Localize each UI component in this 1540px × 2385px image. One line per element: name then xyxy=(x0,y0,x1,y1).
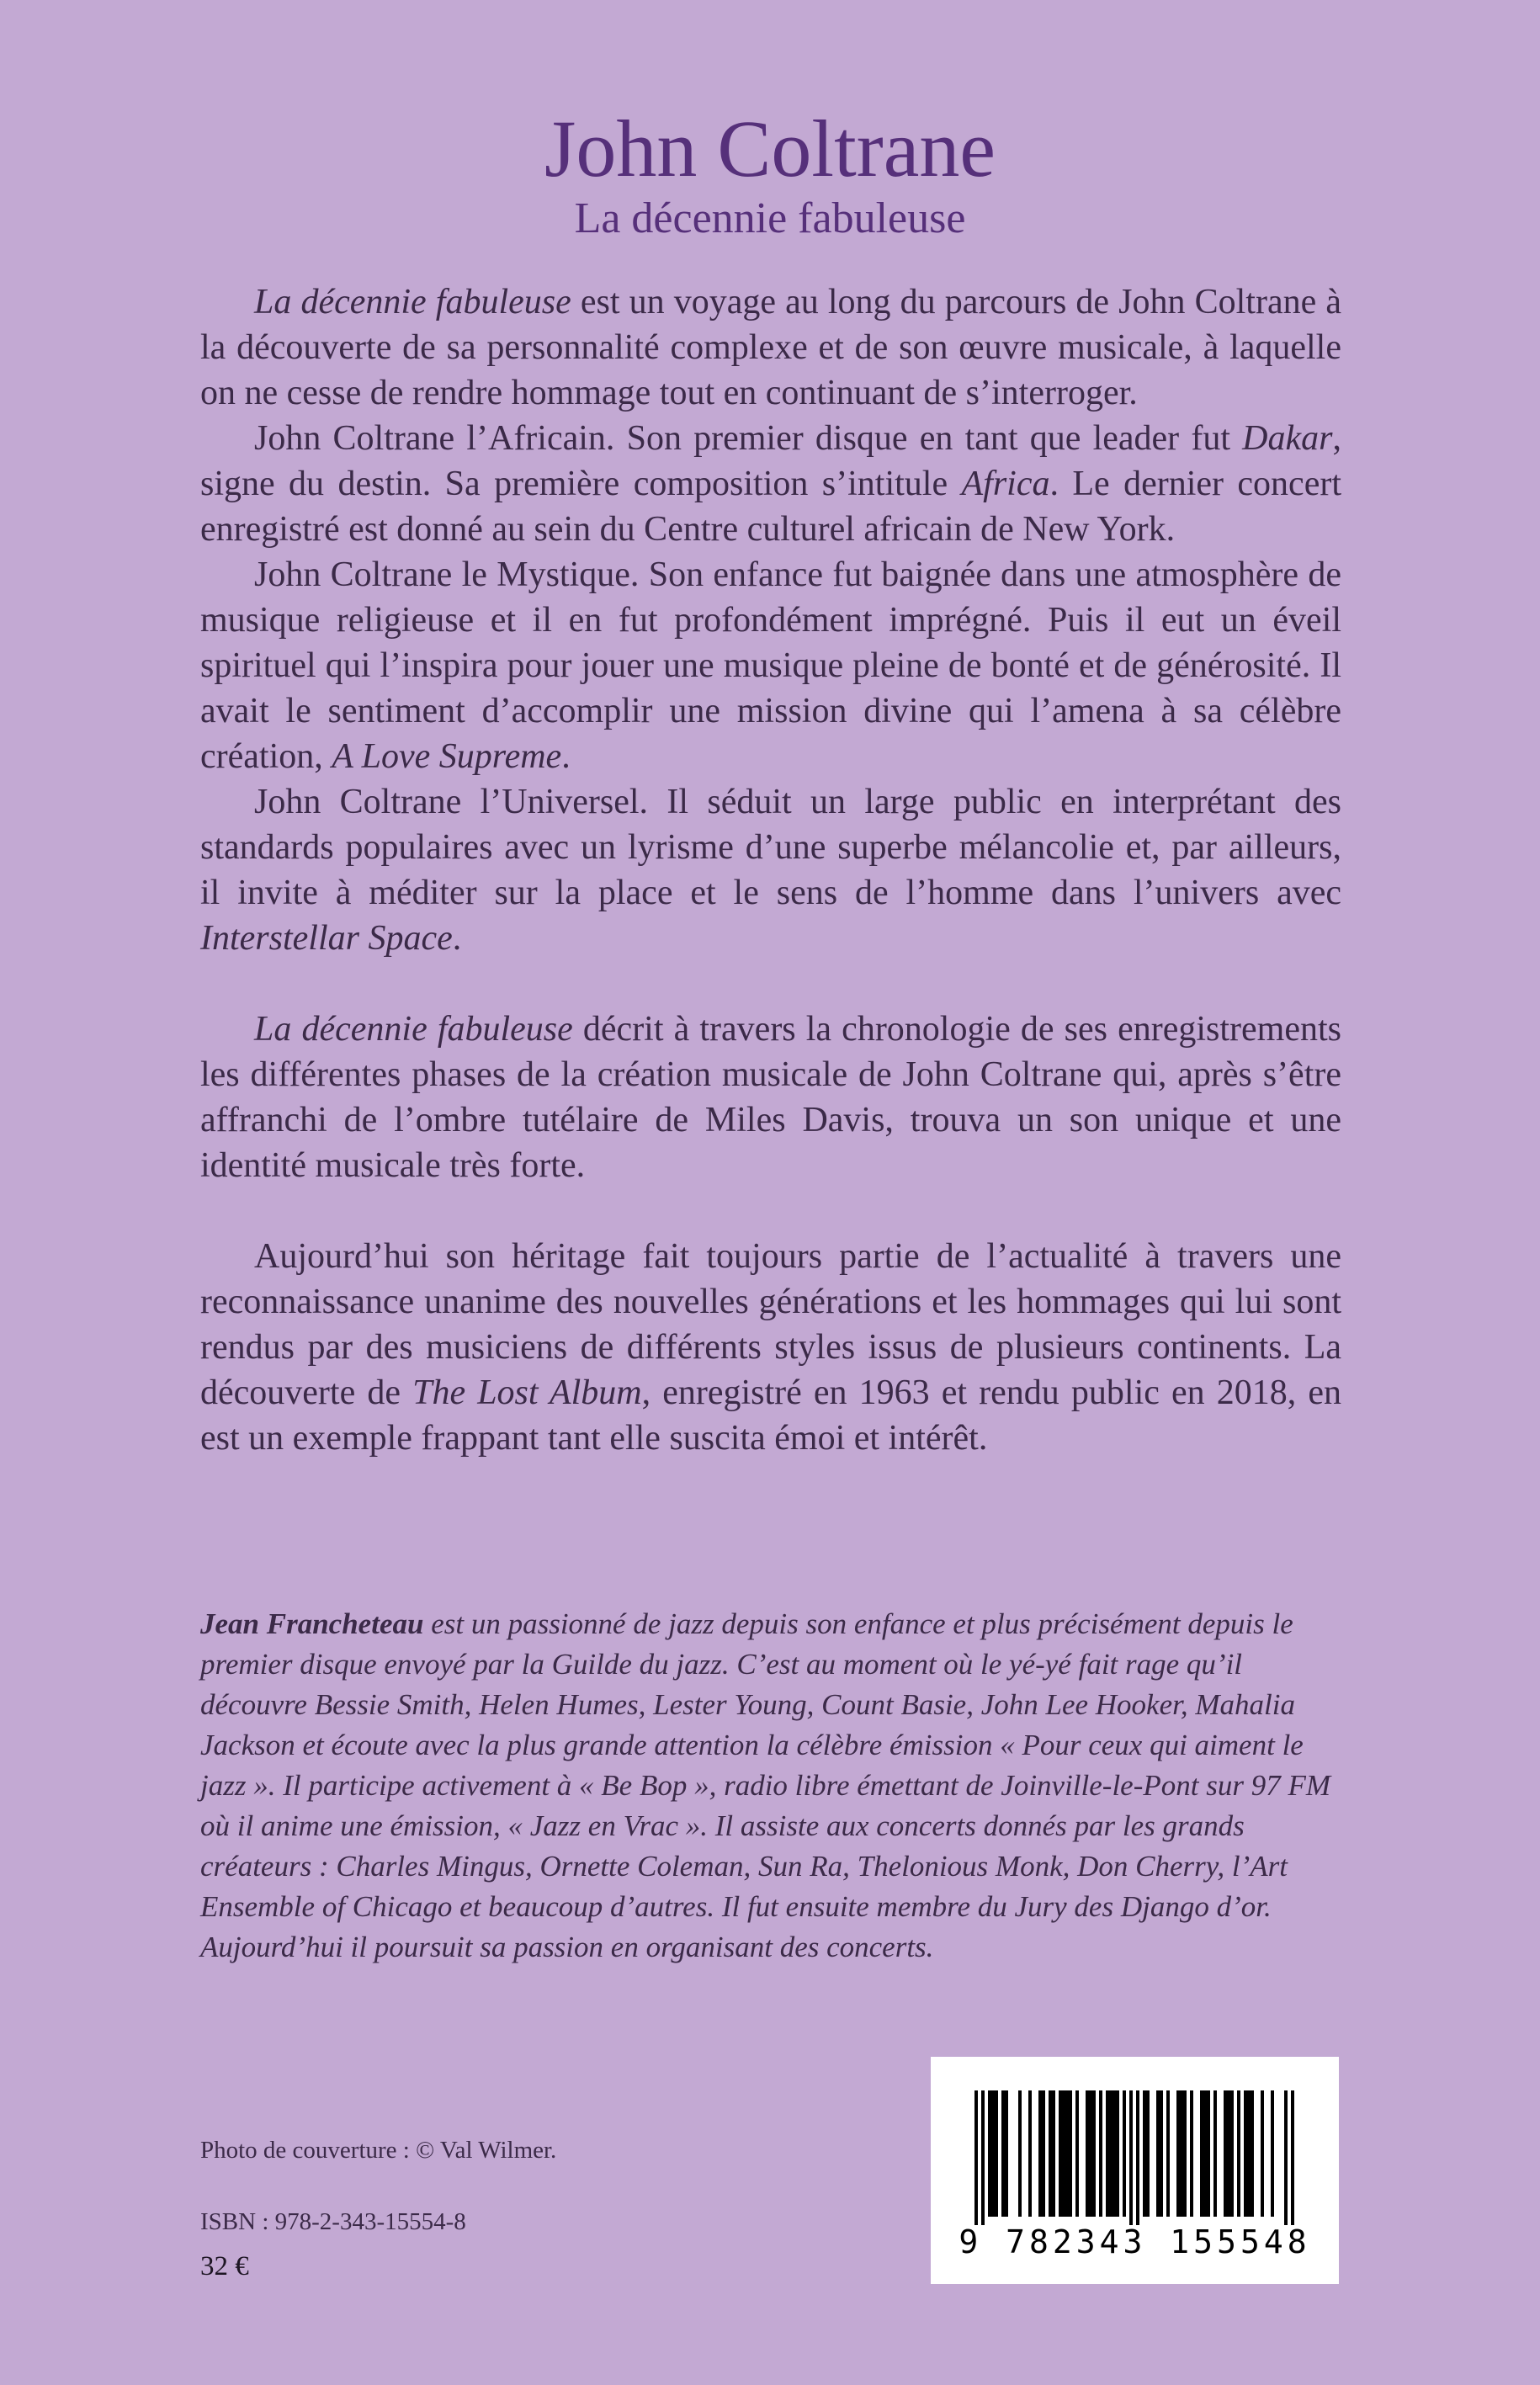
barcode-digits: 9 782343 155548 xyxy=(959,2223,1311,2260)
description-p2-italic-2: Africa xyxy=(961,465,1050,503)
description-paragraph-2 xyxy=(200,416,1341,552)
price: 32 € xyxy=(200,2251,249,2281)
photo-credit: Photo de couverture : © Val Wilmer. xyxy=(200,2137,557,2164)
barcode-bar xyxy=(1237,2090,1240,2217)
barcode-bar xyxy=(1166,2090,1170,2217)
book-subtitle: La décennie fabuleuse xyxy=(574,194,966,242)
barcode-bar xyxy=(1042,2090,1045,2217)
barcode-bar xyxy=(1261,2090,1264,2217)
barcode-bar xyxy=(974,2090,978,2225)
description-p4-italic-1: Interstellar Space xyxy=(200,919,453,958)
barcode-bar xyxy=(1086,2090,1089,2217)
description-p4-text-2: . xyxy=(452,919,462,958)
barcode-bar xyxy=(1059,2090,1062,2217)
description-p2-italic-1: Dakar xyxy=(1242,419,1333,458)
description-p2-text-3: . Le dernier concert enregistré est donné au sein du Centre culturel africain de New York. xyxy=(200,465,1341,549)
description-p4-text-1: John Coltrane l’Universel. Il séduit un large public en interprétant des standards populaires avec un lyrisme d’une superbe mélancolie et, par ailleurs, il invite à méditer sur la place et le sens de l’homme dans l’univers avec xyxy=(200,783,1341,912)
barcode-bar xyxy=(1018,2090,1022,2217)
description-p3-text-1: John Coltrane le Mystique. Son enfance fut baignée dans une atmosphère de musique religieuse et il en fut profondément imprégné. Puis il eut un éveil spirituel qui l’inspira pour jouer une musique pleine de bonté et de générosité. Il avait le sentiment d’accomplir une mission divine qui l’amena à sa célèbre création, xyxy=(200,555,1341,776)
barcode-bar xyxy=(1284,2090,1288,2225)
barcode-bar xyxy=(1052,2090,1055,2217)
barcode-bar xyxy=(991,2090,995,2217)
description-p2-text-1: John Coltrane l’Africain. Son premier disque en tant que leader fut xyxy=(254,419,1243,458)
barcode-bar xyxy=(1005,2090,1008,2217)
barcode-bar xyxy=(1129,2090,1133,2225)
barcode-bar xyxy=(1001,2090,1005,2217)
barcode-bar xyxy=(981,2090,985,2225)
barcode-bar xyxy=(995,2090,998,2217)
description-p5-italic: La décennie fabuleuse xyxy=(254,1010,573,1049)
barcode-bar xyxy=(1113,2090,1116,2217)
description-p2-text-2: , signe du destin. Sa première composition s’intitule xyxy=(200,419,1341,503)
barcode-bar xyxy=(1109,2090,1113,2217)
book-description xyxy=(200,279,1341,1461)
barcode-bar xyxy=(1203,2090,1207,2217)
barcode-bar xyxy=(1247,2090,1251,2217)
description-p1-text: est un voyage au long du parcours de John Coltrane à la découverte de sa personnalité complexe et de son œuvre musicale, à laquelle on ne cesse de rendre hommage tout en continuant de s’interroger. xyxy=(200,283,1341,412)
book-title: John Coltrane xyxy=(544,104,996,194)
barcode-bar xyxy=(1038,2090,1042,2217)
description-paragraph-6 xyxy=(200,1234,1341,1461)
barcode-bar xyxy=(1156,2090,1160,2217)
description-p3-text-2: . xyxy=(561,737,571,776)
barcode-bar xyxy=(1176,2090,1180,2217)
barcode-bar xyxy=(1190,2090,1193,2217)
barcode-bar xyxy=(1230,2090,1234,2217)
barcode-bar xyxy=(1089,2090,1092,2217)
barcode-bar xyxy=(1207,2090,1210,2217)
author-bio xyxy=(200,1604,1341,1968)
description-p6-text-1: Aujourd’hui son héritage fait toujours partie de l’actualité à travers une reconnaissance unanime des nouvelles générations et les hommages qui lui sont rendus par des musiciens de différents styles issus de plusieurs continents. La découverte de xyxy=(200,1237,1341,1412)
description-p6-italic-1: The Lost Album xyxy=(412,1373,642,1412)
author-name: Jean Francheteau xyxy=(200,1607,424,1640)
barcode-bar xyxy=(1213,2090,1217,2217)
barcode-bar xyxy=(1146,2090,1150,2217)
barcode-bars xyxy=(931,2057,1339,2225)
author-bio-text: est un passionné de jazz depuis son enfance et plus précisément depuis le premier disque envoyé par la Guilde du jazz. C’est au moment où le yé-yé fait rage qu’il découvre Bessie Smith, Helen Humes, Lester Young, Count Basie, John Lee Hooker, Mahalia Jackson et écoute avec la plus grande attention la célèbre émission « Pour ceux qui aiment le jazz ». Il participe activement à « Be Bop », radio libre émettant de Joinville-le-Pont sur 97 FM où il anime une émission, « Jazz en Vrac ». Il assiste aux concerts donnés par les grands créateurs : Charles Mingus, Ornette Coleman, Sun Ra, Thelonious Monk, Don Cherry, l’Art Ensemble of Chicago et beaucoup d’autres. Il fut ensuite membre du Jury des Django d’or. Aujourd’hui il poursuit sa passion en organisant des concerts. xyxy=(200,1607,1330,1963)
description-p3-italic-1: A Love Supreme xyxy=(332,737,562,776)
barcode-bar xyxy=(1049,2090,1052,2217)
barcode-bar xyxy=(1251,2090,1254,2217)
barcode-bar xyxy=(1244,2090,1247,2217)
barcode-bar xyxy=(1224,2090,1227,2217)
barcode xyxy=(931,2057,1339,2284)
description-paragraph-5 xyxy=(200,1007,1341,1188)
barcode-bar xyxy=(1200,2090,1203,2217)
barcode-bar xyxy=(1183,2090,1187,2217)
barcode-bar xyxy=(1227,2090,1230,2217)
barcode-bar xyxy=(1291,2090,1294,2225)
description-p5-text: décrit à travers la chronologie de ses enregistrements les différentes phases de la création musicale de John Coltrane qui, après s’être affranchi de l’ombre tutélaire de Miles Davis, trouva un son unique et une identité musicale très forte. xyxy=(200,1010,1341,1185)
isbn: ISBN : 978-2-343-15554-8 xyxy=(200,2208,466,2235)
barcode-bar xyxy=(1271,2090,1274,2217)
description-paragraph-4 xyxy=(200,779,1341,961)
barcode-bar xyxy=(1106,2090,1109,2217)
barcode-bar xyxy=(1160,2090,1163,2217)
description-paragraph-1 xyxy=(200,279,1341,416)
barcode-bar xyxy=(1180,2090,1183,2217)
description-p6-text-2: , enregistré en 1963 et rendu public en 2018, en est un exemple frappant tant elle suscita émoi et intérêt. xyxy=(200,1373,1341,1458)
barcode-bar xyxy=(988,2090,991,2217)
barcode-bar xyxy=(1069,2090,1072,2217)
description-paragraph-3 xyxy=(200,552,1341,779)
barcode-bar xyxy=(1065,2090,1069,2217)
barcode-bar xyxy=(1062,2090,1065,2217)
barcode-bar xyxy=(1136,2090,1139,2225)
barcode-bar xyxy=(1075,2090,1079,2217)
barcode-bar xyxy=(1123,2090,1126,2217)
barcode-bar xyxy=(1099,2090,1102,2217)
description-p1-italic: La décennie fabuleuse xyxy=(254,283,571,321)
barcode-bar xyxy=(1116,2090,1119,2217)
barcode-bar xyxy=(1028,2090,1032,2217)
barcode-bar xyxy=(1143,2090,1146,2217)
barcode-bar xyxy=(1092,2090,1096,2217)
